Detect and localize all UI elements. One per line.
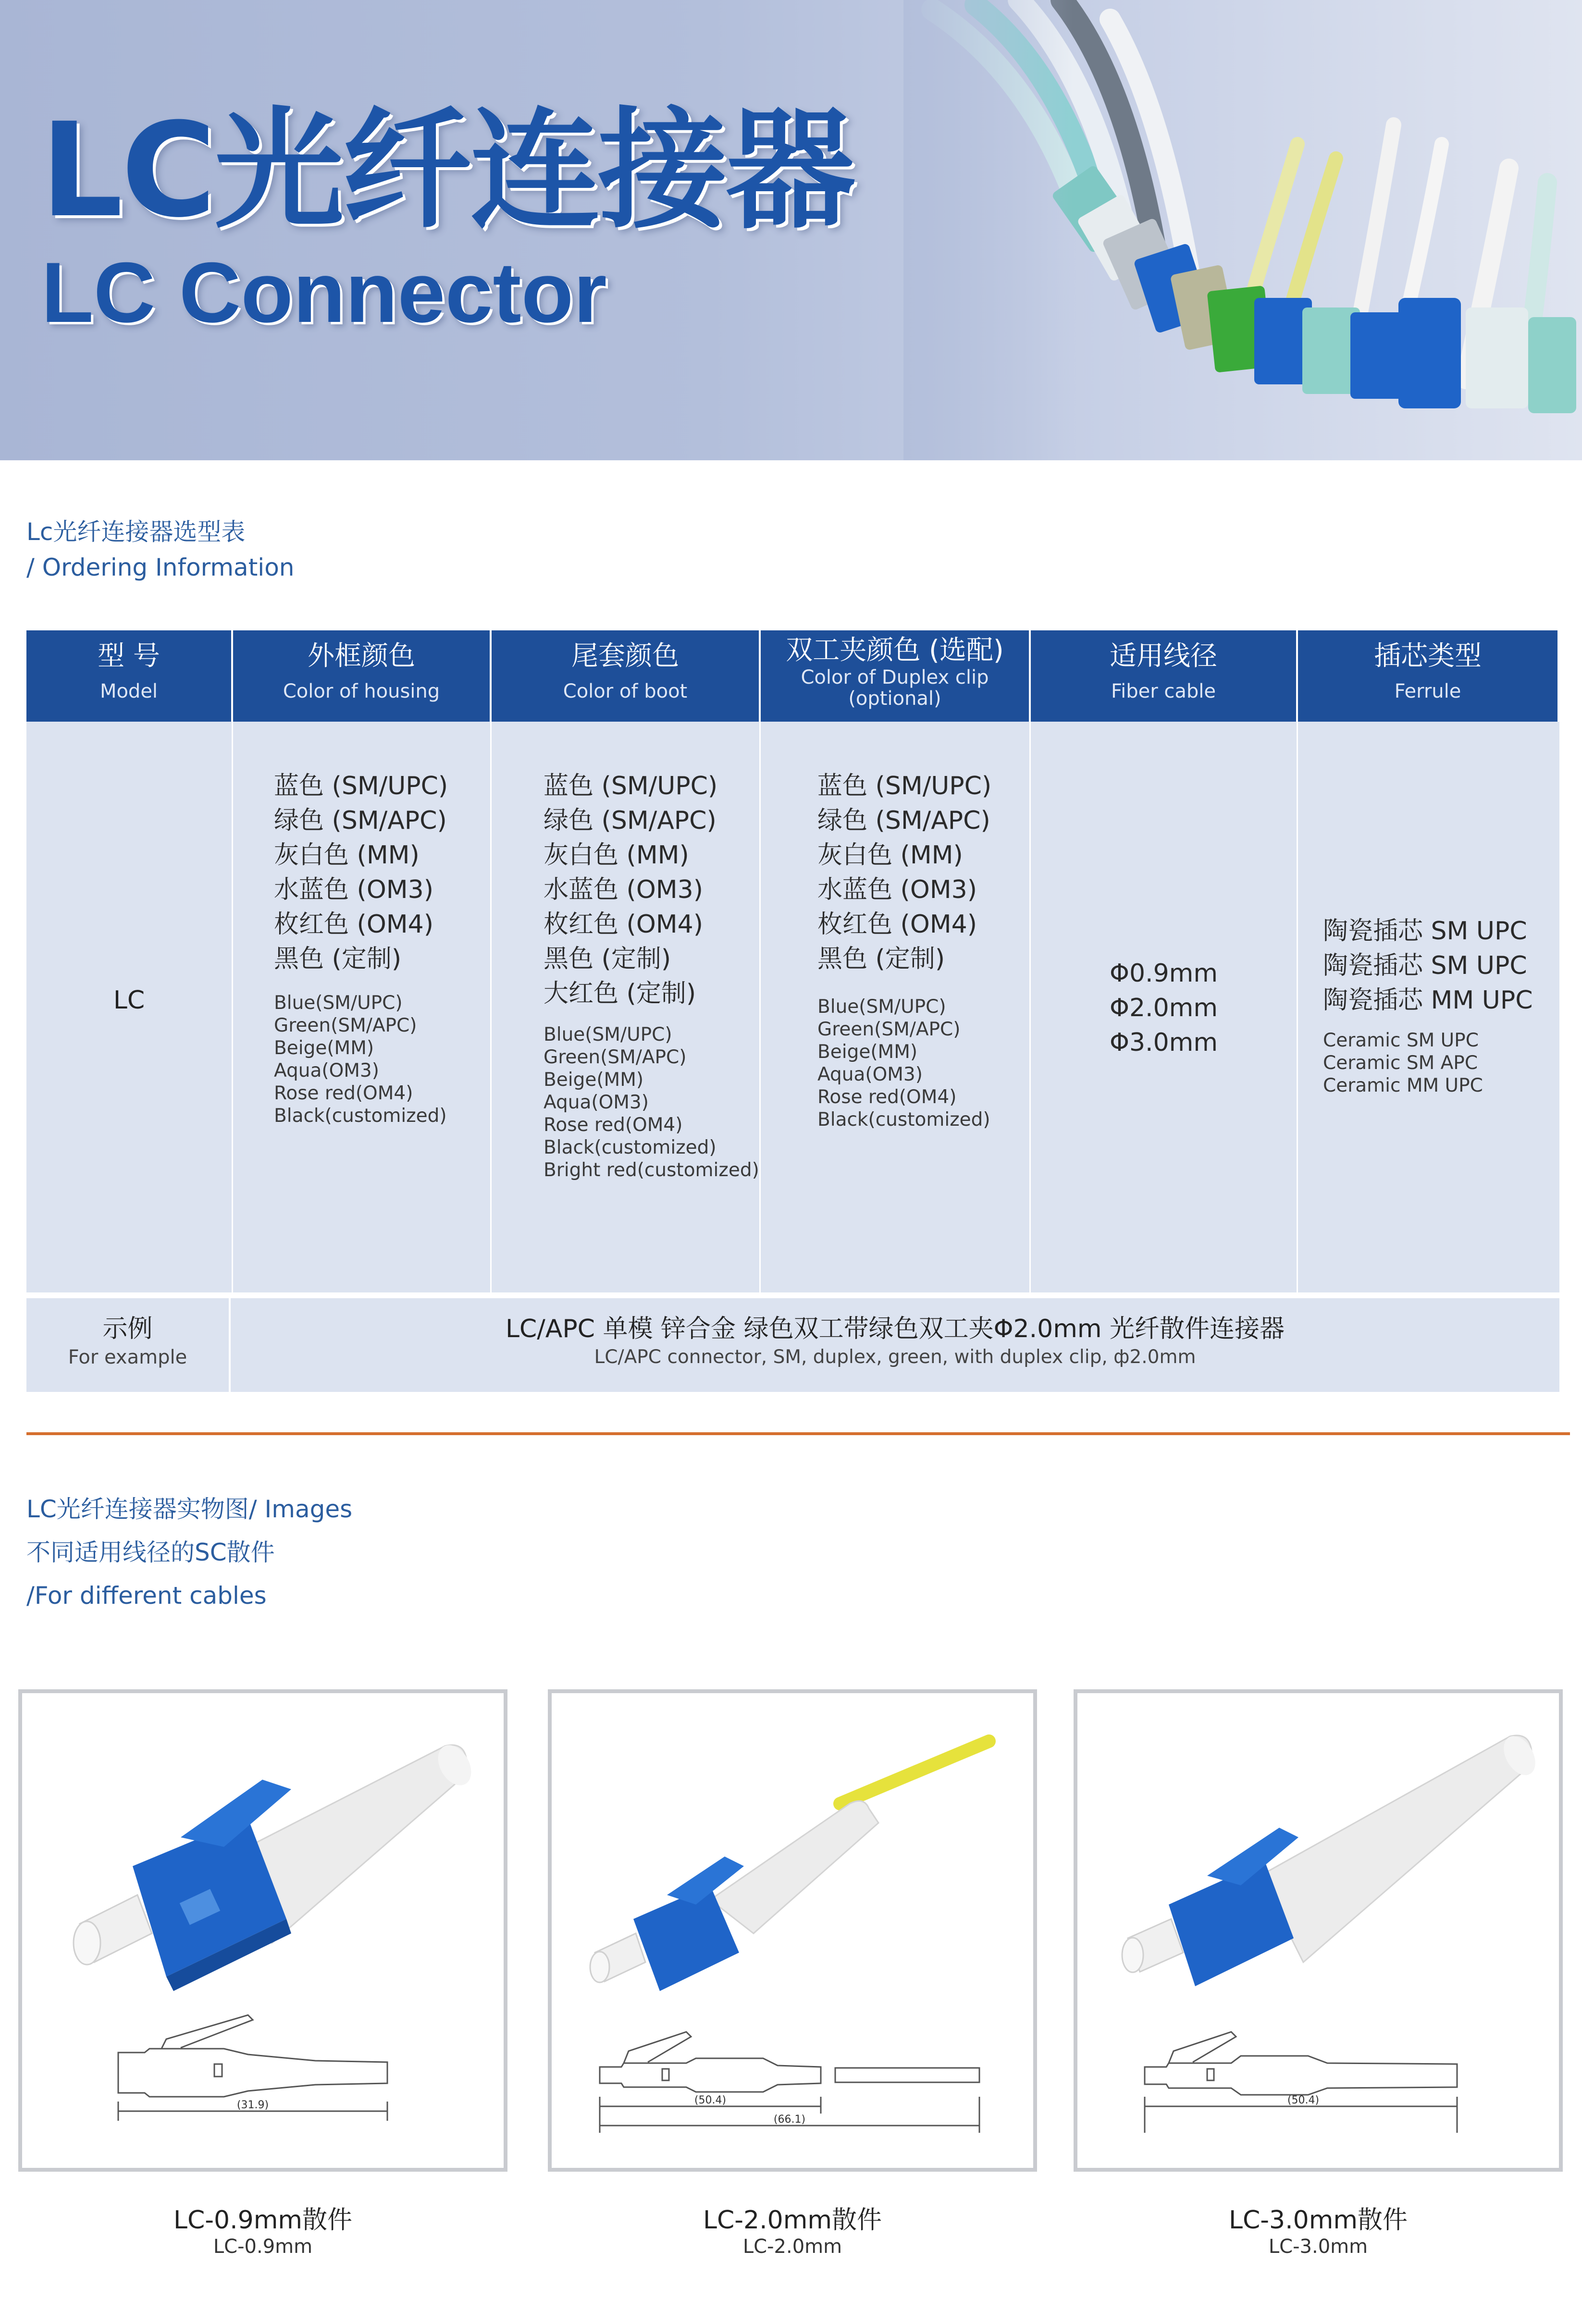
header-banner [0,0,1582,460]
list-item: Green(SM/APC) [274,1015,417,1036]
boot-en-list [544,1023,759,1181]
list-item: 黑色 (定制) [817,945,945,973]
list-item: Blue(SM/UPC) [274,992,403,1014]
connector-photo [22,1693,504,2168]
header-boot-en: Color of boot [563,680,688,702]
list-item: Beige(MM) [817,1041,918,1063]
list-item: 枚红色 (OM4) [544,910,703,939]
list-item: 陶瓷插芯 SM UPC [1323,951,1527,980]
header-boot [492,630,761,722]
ordering-heading-en: / Ordering Information [26,553,295,581]
list-item: 蓝色 (SM/UPC) [274,772,448,800]
header-ferrule-cn: 插芯类型 [1374,640,1482,672]
header-clip-cn: 双工夹颜色 (选配) [786,635,1004,666]
list-item: Aqua(OM3) [544,1092,649,1113]
page-title-en: LC Connector [41,245,607,340]
header-fiber-cn: 适用线径 [1110,640,1217,672]
list-item: 枚红色 (OM4) [274,910,433,939]
example-row [26,1298,1559,1392]
housing-cn-list [274,769,448,976]
example-label-en: For example [68,1346,187,1368]
list-item: 枚红色 (OM4) [817,910,977,939]
example-text-cn: LC/APC 单模 锌合金 绿色双工带绿色双工夹Φ2.0mm 光纤散件连接器 [505,1315,1285,1343]
list-item: Ceramic MM UPC [1323,1075,1483,1096]
cell-model [26,722,233,1292]
connector-photo [1077,1693,1559,2168]
clip-en-list [817,996,990,1131]
housing-en-list [274,992,447,1127]
images-heading-line2: 不同适用线径的SC散件 [26,1538,275,1566]
list-item: 绿色 (SM/APC) [817,806,990,835]
list-item: Aqua(OM3) [274,1060,379,1082]
section-divider [26,1432,1570,1435]
images-heading-line3: /For different cables [26,1582,267,1610]
list-item: 水蓝色 (OM3) [274,875,433,904]
header-model-en: Model [99,680,158,702]
page-title-cn: LC光纤连接器 [40,95,854,246]
caption-cn: LC-2.0mm散件 [703,2206,882,2235]
cell-ferrule [1298,722,1559,1292]
connector-photo [552,1693,1033,2168]
boot-cn-list [544,769,717,1011]
list-item: Rose red(OM4) [274,1082,413,1104]
caption-lc-0.9mm [18,2205,507,2258]
list-item: 蓝色 (SM/UPC) [544,772,718,800]
header-clip-en-optional: (optional) [848,688,941,710]
ordering-table [26,630,1559,1392]
header-ferrule-en: Ferrule [1394,680,1461,702]
list-item: Bright red(customized) [544,1159,759,1181]
list-item: 绿色 (SM/APC) [544,806,717,835]
dimension-label: (50.4) [1287,2094,1320,2106]
caption-cn: LC-0.9mm散件 [173,2206,353,2235]
caption-cn: LC-3.0mm散件 [1228,2206,1408,2235]
header-boot-cn: 尾套颜色 [571,640,679,672]
header-clip-en: Color of Duplex clip [801,666,989,689]
list-item: 水蓝色 (OM3) [817,875,977,904]
caption-lc-2.0mm [548,2205,1037,2258]
cell-boot [492,722,761,1292]
example-label-cn: 示例 [102,1315,153,1343]
list-item: 灰白色 (MM) [274,841,420,870]
ordering-heading-cn: Lc光纤连接器选型表 [26,518,246,546]
header-housing-cn: 外框颜色 [308,640,415,672]
example-text [231,1298,1559,1392]
table-row [26,722,1559,1292]
cell-fiber [1031,722,1298,1292]
list-item: 绿色 (SM/APC) [274,806,447,835]
cell-clip [761,722,1031,1292]
header-model [26,630,233,722]
list-item: 灰白色 (MM) [817,841,963,870]
example-label [26,1298,231,1392]
product-image-lc-2.0mm [548,1689,1037,2172]
list-item: Green(SM/APC) [544,1046,687,1068]
list-item: Beige(MM) [544,1069,644,1091]
header-fiber [1031,630,1298,722]
ferrule-cn-list [1323,914,1533,1018]
list-item: Φ0.9mm [1110,959,1218,988]
list-item: Green(SM/APC) [817,1019,961,1040]
list-item: Black(customized) [274,1105,447,1127]
list-item: 蓝色 (SM/UPC) [817,772,992,800]
dimension-label: (50.4) [694,2094,727,2106]
caption-lc-3.0mm [1074,2205,1563,2258]
list-item: Ceramic SM UPC [1323,1030,1479,1051]
list-item: 大红色 (定制) [544,979,696,1008]
ordering-heading [26,514,294,585]
cell-housing [233,722,492,1292]
list-item: Ceramic SM APC [1323,1052,1478,1074]
list-item: Aqua(OM3) [817,1064,923,1085]
header-fiber-en: Fiber cable [1111,680,1216,702]
example-text-en: LC/APC connector, SM, duplex, green, with duplex clip, ф2.0mm [594,1346,1196,1368]
images-heading-line1: LC光纤连接器实物图/ Images [26,1495,353,1523]
list-item: 灰白色 (MM) [544,841,689,870]
caption-en: LC-3.0mm [1268,2236,1368,2258]
dimension-label: (66.1) [773,2114,806,2126]
list-item: 水蓝色 (OM3) [544,875,703,904]
header-housing-en: Color of housing [283,680,440,702]
header-model-cn: 型 号 [98,640,160,672]
list-item: Rose red(OM4) [817,1086,957,1108]
connector-collage-image [903,0,1582,460]
list-item: Blue(SM/UPC) [817,996,946,1018]
list-item: Black(customized) [544,1137,717,1158]
product-image-lc-3.0mm [1074,1689,1563,2172]
images-heading [26,1488,352,1617]
header-clip [761,630,1031,722]
caption-en: LC-2.0mm [742,2236,842,2258]
model-value: LC [113,986,145,1015]
product-image-lc-0.9mm [18,1689,507,2172]
list-item: Blue(SM/UPC) [544,1024,672,1045]
fiber-list [1031,956,1297,1060]
list-item: Φ3.0mm [1110,1028,1218,1057]
list-item: 黑色 (定制) [544,945,671,973]
list-item: 陶瓷插芯 SM UPC [1323,917,1527,946]
header-ferrule [1298,630,1559,722]
list-item: Black(customized) [817,1109,990,1131]
caption-en: LC-0.9mm [213,2236,313,2258]
clip-cn-list [817,769,991,976]
ferrule-en-list [1323,1029,1483,1097]
list-item: 陶瓷插芯 MM UPC [1323,986,1533,1015]
list-item: Rose red(OM4) [544,1114,683,1136]
list-item: Beige(MM) [274,1037,374,1059]
list-item: 黑色 (定制) [274,945,402,973]
dimension-label: (31.9) [236,2099,269,2111]
list-item: Φ2.0mm [1110,994,1218,1022]
header-housing [233,630,492,722]
